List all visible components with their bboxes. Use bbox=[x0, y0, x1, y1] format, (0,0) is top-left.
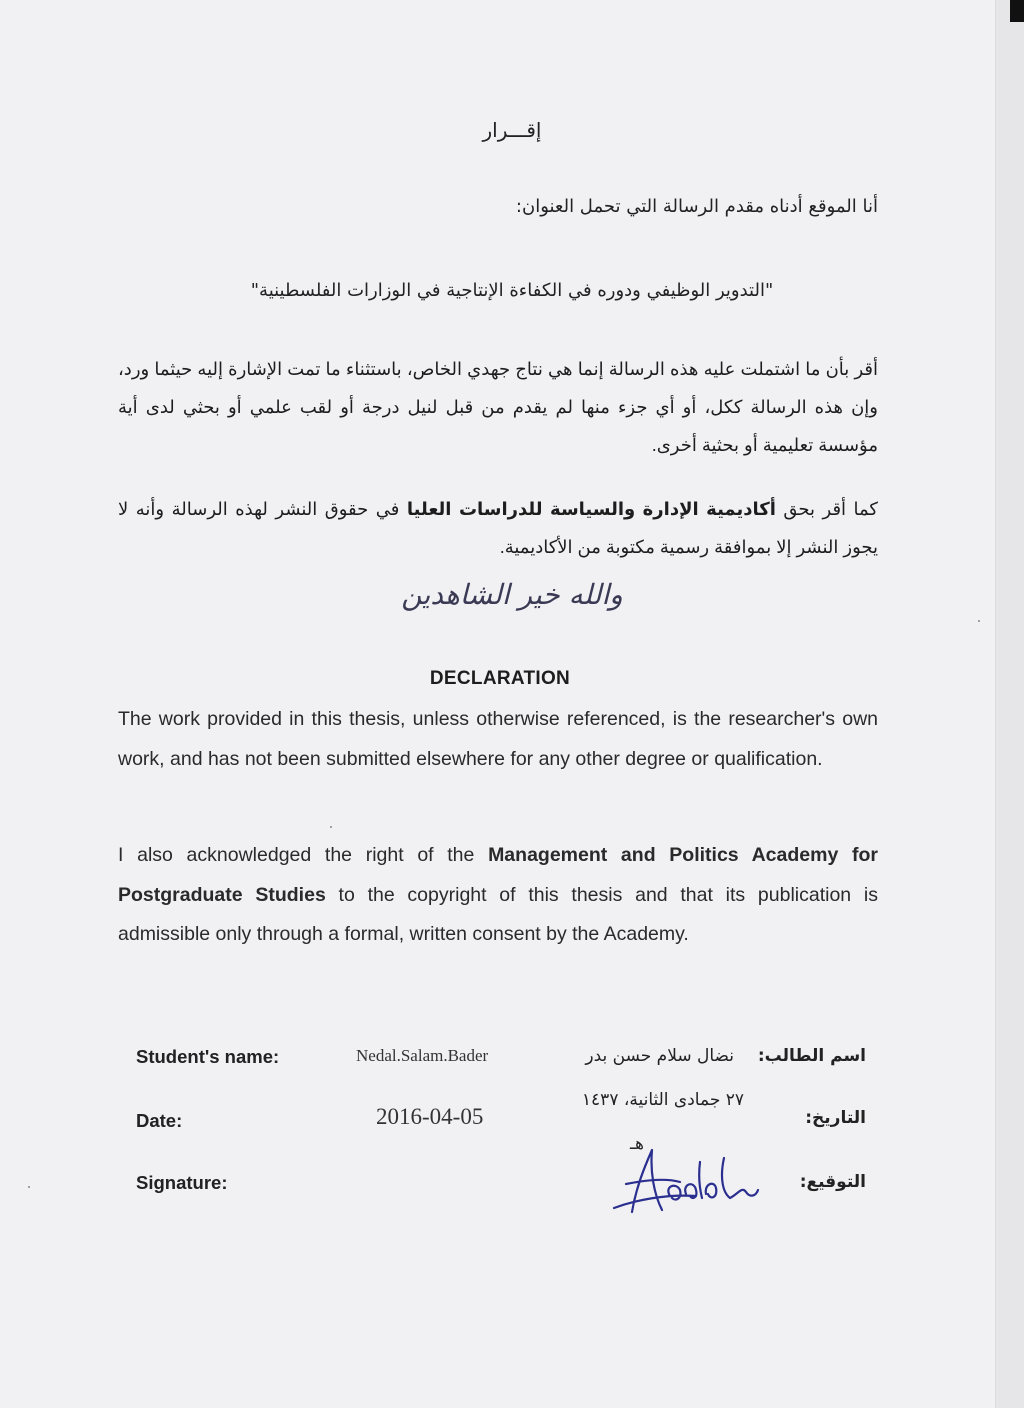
date-label-ar: التاريخ: bbox=[805, 1108, 866, 1128]
arabic-closing: والله خير الشاهدين bbox=[401, 578, 623, 611]
declaration-paragraph-2 bbox=[118, 836, 878, 955]
date-value-ar: ٢٧ جمادى الثانية، ١٤٣٧ bbox=[581, 1090, 744, 1110]
scan-speck bbox=[978, 620, 980, 622]
arabic-paragraph-1: أقر بأن ما اشتملت عليه هذه الرسالة إنما هي نتاج جهدي الخاص، باستثناء ما تمت الإشارة إليه حيثما ورد، وإن هذه الرسالة ككل، أو أي جزء منها لم يقدم من قبل لنيل درجة أو لقب علمي أو بحثي لدى أية مؤسسة تعليمية أو بحثية أخرى. bbox=[118, 359, 878, 455]
scan-speck bbox=[330, 826, 332, 828]
arabic-academy-name: أكاديمية الإدارة والسياسة للدراسات العليا bbox=[406, 499, 776, 519]
arabic-thesis-title: "التدوير الوظيفي ودوره في الكفاءة الإنتاجية في الوزارات الفلسطينية" bbox=[250, 280, 774, 301]
arabic-title: إقـــرار bbox=[482, 118, 542, 142]
date-label: Date: bbox=[136, 1110, 183, 1131]
page-edge bbox=[995, 0, 1024, 1408]
handwritten-signature bbox=[606, 1138, 766, 1222]
student-name-value: Nedal.Salam.Bader bbox=[356, 1046, 489, 1065]
scan-speck bbox=[28, 1186, 30, 1188]
arabic-paragraph-2 bbox=[118, 490, 878, 566]
arabic-paragraph-2-start: كما أقر بحق bbox=[775, 499, 879, 519]
arabic-paragraph-2-end: في حقوق النشر لهذه الرسالة وأنه لا يجوز النشر إلا بموافقة رسمية مكتوبة من الأكاديمية. bbox=[118, 499, 878, 557]
student-name-value-ar: نضال سلام حسن بدر bbox=[585, 1046, 734, 1066]
declaration-title: DECLARATION bbox=[429, 668, 571, 689]
date-value-ar-suffix: هـ bbox=[630, 1134, 644, 1154]
arabic-intro: أنا الموقع أدناه مقدم الرسالة التي تحمل العنوان: bbox=[515, 196, 878, 217]
student-name-label-ar: اسم الطالب: bbox=[757, 1046, 866, 1066]
date-value: 2016-04-05 bbox=[376, 1104, 484, 1129]
declaration-paragraph-2-end: to the copyright of this thesis and that its publication is admissible only through a formal, written consent by the Academy. bbox=[118, 883, 878, 945]
declaration-paragraph-2-start: I also acknowledged the right of the bbox=[118, 844, 489, 866]
signature-label: Signature: bbox=[136, 1172, 228, 1193]
declaration-paragraph-1: The work provided in this thesis, unless otherwise referenced, is the researcher's own work, and has not been submitted elsewhere for any other degree or qualification. bbox=[118, 708, 878, 770]
signature-label-ar: التوقيع: bbox=[799, 1172, 866, 1192]
corner-mark bbox=[1010, 0, 1024, 22]
academy-name: Management and Politics Academy for Postgraduate Studies bbox=[118, 844, 878, 906]
student-name-label: Student's name: bbox=[136, 1046, 280, 1067]
